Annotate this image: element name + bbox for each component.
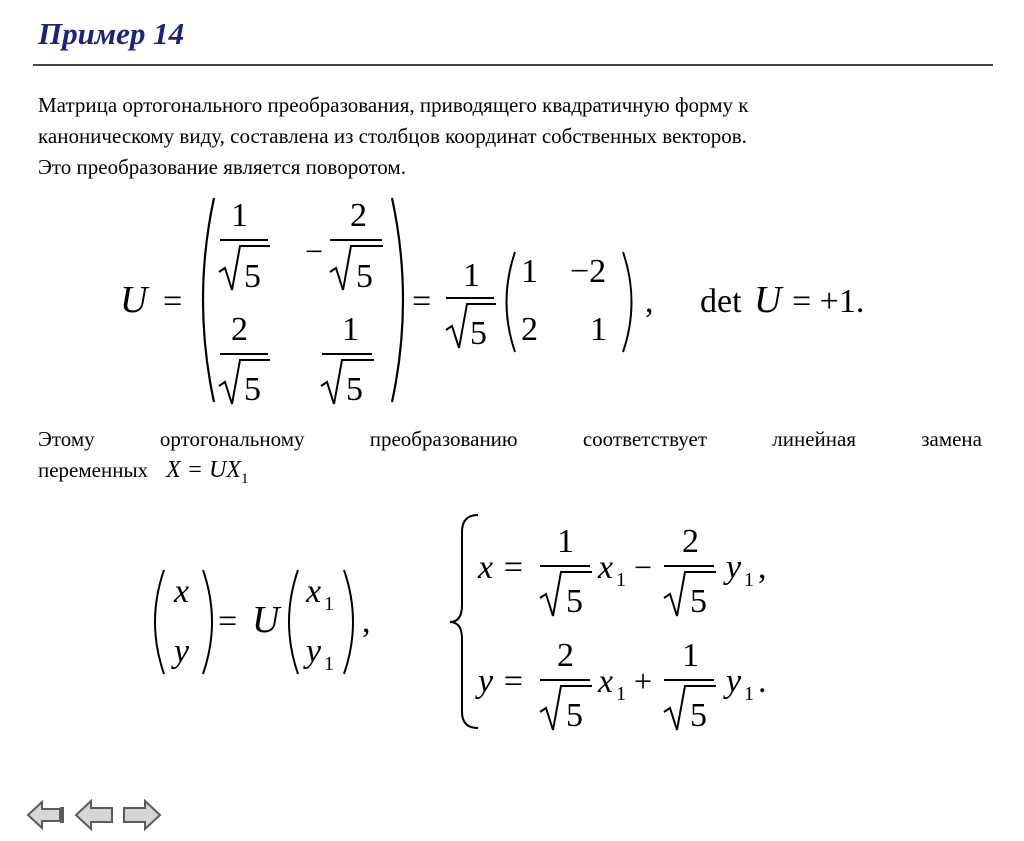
row1-c1-radicand: 5 [566, 583, 583, 620]
a12-numerator: 2 [350, 197, 367, 234]
vec-left-paren-1 [155, 570, 164, 674]
vec-left-paren-2 [289, 570, 298, 674]
big-left-paren [203, 198, 214, 402]
intro-line-1: Матрица ортогонального преобразования, приводящего квадратичную форму к [38, 93, 749, 117]
prev-slide-button[interactable] [74, 799, 114, 831]
det-result: = +1. [792, 283, 865, 320]
row1-x1: x [598, 549, 614, 586]
next-arrow-icon [122, 799, 162, 831]
row1-op: − [634, 549, 653, 585]
big-right-paren [392, 198, 403, 402]
inline-eq-lhs: X [166, 457, 181, 483]
row2-y1-sub: 1 [744, 683, 754, 705]
word-3: преобразованию [369, 427, 518, 451]
matrix-formula [120, 197, 864, 408]
substitution-line-1 [38, 424, 982, 455]
inline-eq-mid: = UX [180, 457, 241, 483]
vec-y1: y [306, 633, 322, 670]
m-a12: −2 [570, 253, 607, 290]
intro-line-2: каноническому виду, составлена из столбцов координат собственных векторов. [38, 124, 747, 148]
m-a11: 1 [521, 253, 538, 290]
vec-y1-sub: 1 [324, 653, 334, 675]
a21-radicand: 5 [244, 371, 261, 408]
word-4: соответствует [582, 427, 708, 451]
row2-c2-num: 1 [682, 637, 699, 674]
vec-right-paren-1 [203, 570, 212, 674]
row1-y1: y [726, 549, 742, 586]
row2-x1-sub: 1 [616, 683, 626, 705]
small-right-paren [623, 252, 632, 352]
a11-radicand: 5 [244, 258, 261, 295]
row2-x1: x [598, 663, 614, 700]
intro-line-3: Это преобразование является поворотом. [38, 155, 406, 179]
vec-right-paren-2 [344, 570, 353, 674]
row1-lhs: x = [478, 549, 525, 586]
vec-u: U [252, 599, 280, 641]
vec-comma: , [362, 603, 371, 640]
row1-end: , [758, 549, 767, 586]
word-6: замена [921, 427, 982, 451]
first-slide-icon [26, 799, 66, 831]
substitution-line-2 [38, 455, 982, 495]
factor-numerator: 1 [463, 257, 480, 294]
equation-system [450, 515, 767, 734]
row1-c2-num: 2 [682, 523, 699, 560]
matrix-equals: = [163, 283, 183, 320]
m-a22: 1 [590, 311, 607, 348]
m-a21: 2 [521, 311, 538, 348]
vector-equation [155, 570, 371, 675]
row2-op: + [634, 663, 653, 699]
a22-radicand: 5 [346, 371, 363, 408]
inline-equation [166, 455, 248, 495]
first-slide-button[interactable] [26, 799, 66, 831]
a12-minus: − [305, 233, 324, 269]
inline-eq-sub: 1 [240, 470, 249, 487]
a11-numerator: 1 [231, 197, 248, 234]
row2-c1-radicand: 5 [566, 697, 583, 734]
row1-y1-sub: 1 [744, 569, 754, 591]
word-2: ортогональному [159, 427, 305, 451]
vec-x: x [174, 573, 190, 610]
a12-radicand: 5 [356, 258, 373, 295]
row2-c1-num: 2 [557, 637, 574, 674]
matrix-u-symbol: U [120, 279, 148, 321]
substitution-paragraph [38, 424, 982, 495]
row2-c2-radicand: 5 [690, 697, 707, 734]
a21-numerator: 2 [231, 311, 248, 348]
vec-x1-sub: 1 [324, 593, 334, 615]
small-left-paren [507, 252, 516, 352]
word-1: Этому [38, 427, 95, 451]
matrix-comma: , [645, 283, 654, 320]
row1-c2-radicand: 5 [690, 583, 707, 620]
prev-arrow-icon [74, 799, 114, 831]
word-5: линейная [772, 427, 856, 451]
vec-equals: = [218, 603, 238, 640]
slide-title: Пример 14 [38, 16, 185, 51]
det-u-symbol: U [754, 279, 782, 321]
a22-numerator: 1 [342, 311, 359, 348]
variables-word: переменных [38, 458, 149, 482]
row2-end: . [758, 663, 767, 700]
matrix-equals-2: = [412, 283, 432, 320]
row2-y1: y [726, 663, 742, 700]
vec-x1: x [306, 573, 322, 610]
next-slide-button[interactable] [122, 799, 162, 831]
vec-y: y [174, 633, 190, 670]
factor-radicand: 5 [470, 315, 487, 352]
row1-x1-sub: 1 [616, 569, 626, 591]
row2-lhs: y = [478, 663, 525, 700]
row1-c1-num: 1 [557, 523, 574, 560]
det-label: det [700, 283, 742, 320]
system-brace [450, 515, 478, 728]
